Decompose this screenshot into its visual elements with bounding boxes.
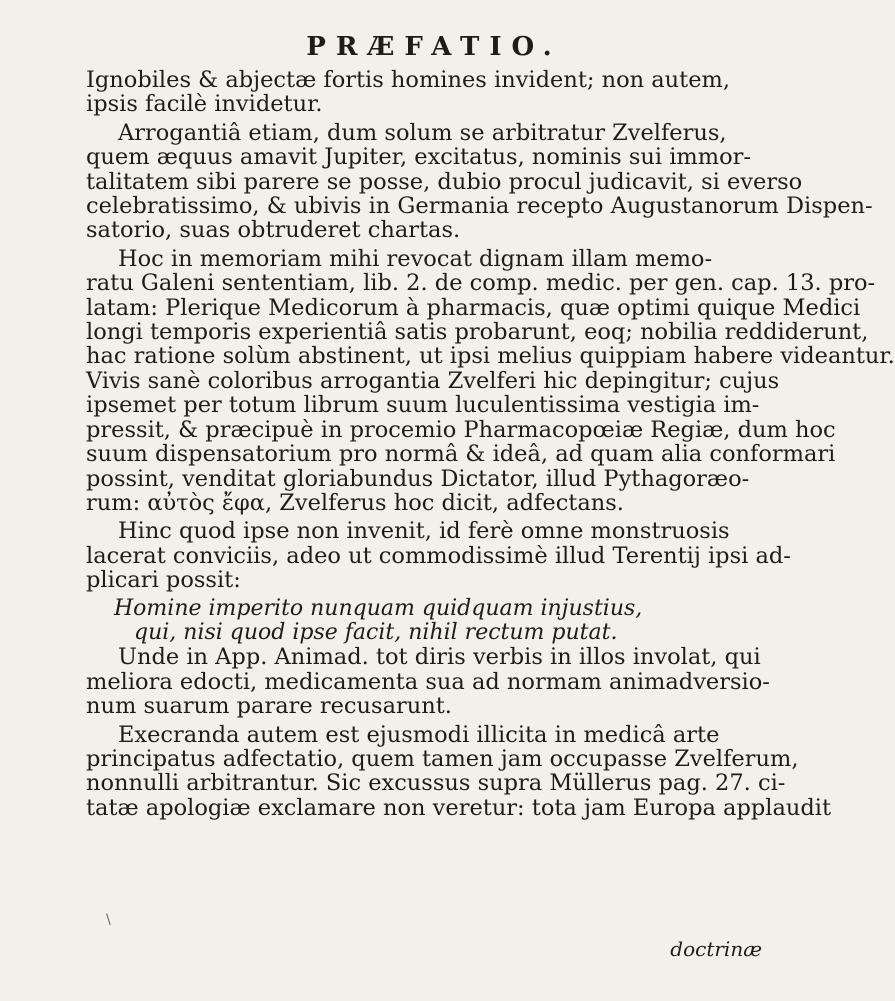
text-line: principatus adfectatio, quem tamen jam occupasse Zvelferum, — [86, 745, 799, 772]
text-line: Arrogantiâ etiam, dum solum se arbitratur Zvelferus, — [118, 119, 727, 146]
quote-line: qui, nisi quod ipse facit, nihil rectum putat. — [134, 619, 618, 645]
text-line: Unde in App. Animad. tot diris verbis in illos involat, qui — [118, 644, 761, 671]
text-line: quem æquus amavit Jupiter, excitatus, nominis sui immor- — [86, 144, 752, 171]
text-line: Hoc in memoriam mihi revocat dignam illam memo- — [118, 245, 713, 272]
quote-line: Homine imperito nunquam quidquam injustius, — [114, 595, 643, 621]
text-line: meliora edocti, medicamenta sua ad normam animadversio- — [86, 668, 770, 695]
text-line: ipsemet per totum librum suum luculentissima vestigia im- — [86, 392, 760, 419]
text-line: num suarum parare recusarunt. — [86, 693, 452, 720]
signature-mark: \ — [106, 912, 111, 928]
text-line: hac ratione solùm abstinent, ut ipsi melius quippiam habere videantur. — [86, 343, 895, 370]
text-line: pressit, & præcipuè in procemio Pharmacopœiæ Regiæ, dum hoc — [86, 416, 836, 443]
page-header: PRÆFATIO. — [306, 32, 562, 62]
text-line: Vivis sanè coloribus arrogantia Zvelferi hic depingitur; cujus — [86, 367, 780, 394]
text-line: rum: αὐτὸς ἔφα, Zvelferus hoc dicit, adfectans. — [86, 489, 624, 516]
text-line: celebratissimo, & ubivis in Germania recepto Augustanorum Dispen- — [86, 193, 873, 220]
catchword: doctrinæ — [670, 937, 762, 961]
paragraph-1 — [86, 68, 762, 117]
quotation — [86, 597, 762, 646]
paragraph-4 — [86, 518, 791, 594]
text-line: suum dispensatorium pro normâ & ideâ, ad quam alia conformari — [86, 441, 836, 468]
text-line: Execranda autem est ejusmodi illicita in medicâ arte — [118, 721, 720, 748]
text-line: tatæ apologiæ exclamare non veretur: tota jam Europa applaudit — [86, 794, 832, 821]
paragraph-2 — [86, 119, 873, 244]
text-line: plicari possit: — [86, 567, 241, 594]
text-line: talitatem sibi parere se posse, dubio procul judicavit, si everso — [86, 168, 803, 195]
paragraph-6 — [86, 721, 832, 821]
text-line: possint, venditat gloriabundus Dictator, illud Pythagoræo- — [86, 465, 750, 492]
text-line: Ignobiles & abjectæ fortis homines invident; non autem, — [86, 67, 731, 93]
paragraph-3 — [86, 245, 895, 516]
text-line: ipsis facilè invidetur. — [86, 91, 323, 118]
text-line: latam: Plerique Medicorum à pharmacis, quæ optimi quique Medici — [86, 294, 861, 321]
text-line: nonnulli arbitrantur. Sic excussus supra Müllerus pag. 27. ci- — [86, 770, 786, 797]
document-page — [86, 32, 895, 972]
text-line: longi temporis experientiâ satis probarunt, eoq; nobilia reddiderunt, — [86, 319, 869, 346]
text-line: satorio, suas obtruderet chartas. — [86, 217, 461, 244]
text-line: Hinc quod ipse non invenit, id ferè omne monstruosis — [118, 518, 730, 545]
text-line: lacerat conviciis, adeo ut commodissimè illud Terentij ipsi ad- — [86, 542, 791, 569]
text-line: ratu Galeni sententiam, lib. 2. de comp. medic. per gen. cap. 13. pro- — [86, 270, 876, 297]
paragraph-5 — [86, 644, 770, 720]
